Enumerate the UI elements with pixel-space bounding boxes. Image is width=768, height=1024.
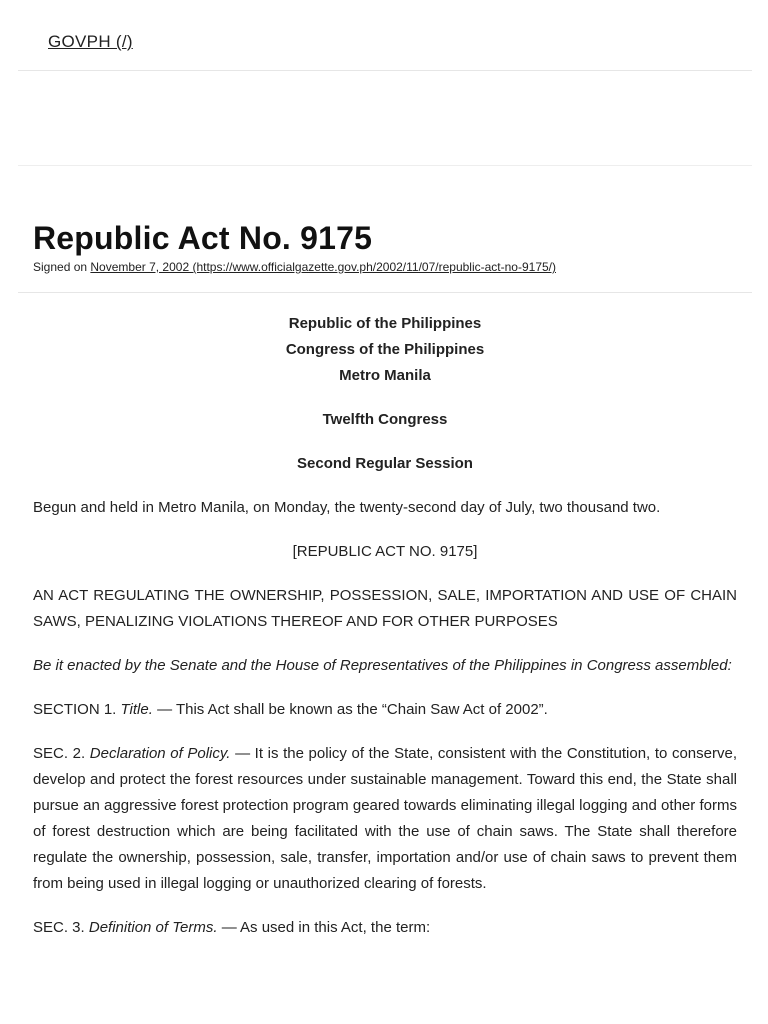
enacting-clause: Be it enacted by the Senate and the House of Representatives of the Philippines in Congress assembled: bbox=[33, 657, 732, 674]
section-1-text: — This Act shall be known as the “Chain Saw Act of 2002”. bbox=[152, 701, 548, 718]
section-2-label: SEC. 2. bbox=[33, 745, 90, 762]
section-2 bbox=[33, 741, 737, 897]
banner-area bbox=[18, 71, 752, 166]
heading-republic: Republic of the Philippines bbox=[288, 315, 482, 332]
heading-congress: Congress of the Philippines bbox=[285, 341, 485, 358]
congress-number: Twelfth Congress bbox=[322, 411, 448, 428]
heading-location: Metro Manila bbox=[339, 367, 431, 384]
section-1 bbox=[33, 697, 737, 723]
act-number: [REPUBLIC ACT NO. 9175] bbox=[292, 543, 478, 560]
session-name: Second Regular Session bbox=[297, 455, 473, 472]
act-content bbox=[33, 311, 737, 959]
begun-statement: Begun and held in Metro Manila, on Monday, the twenty-second day of July, two thousand two. bbox=[33, 499, 661, 516]
signed-date-link[interactable]: November 7, 2002 (https://www.officialgazette.gov.ph/2002/11/07/republic-act-no-9175/) bbox=[90, 260, 556, 274]
section-1-label: SECTION 1. bbox=[33, 701, 121, 718]
section-1-heading: Title. bbox=[120, 701, 153, 718]
section-3-label: SEC. 3. bbox=[33, 919, 89, 936]
top-navigation-bar bbox=[18, 0, 752, 71]
section-3 bbox=[33, 915, 737, 941]
section-3-text: — As used in this Act, the term: bbox=[217, 919, 431, 936]
section-3-heading: Definition of Terms. bbox=[88, 919, 218, 936]
section-2-text: — It is the policy of the State, consistent with the Constitution, to conserve, develop and protect the forest resources under sustainable management. Toward this end, the State shall pursue an aggressive forest protection program geared towards eliminating illegal logging and other forms of forest destruction which are being facilitated with the use of chain saws. The State shall therefore regulate the ownership, possession, sale, transfer, importation and/or use of chain saws to prevent them from being used in illegal logging or unauthorized clearing of forests. bbox=[33, 745, 737, 892]
govph-home-link[interactable]: GOVPH (/) bbox=[48, 32, 133, 51]
section-2-heading: Declaration of Policy. bbox=[89, 745, 231, 762]
title-block bbox=[18, 166, 752, 293]
signed-prefix: Signed on bbox=[33, 260, 91, 274]
signed-date-line bbox=[33, 260, 556, 274]
page-title: Republic Act No. 9175 bbox=[33, 220, 373, 256]
act-title: AN ACT REGULATING THE OWNERSHIP, POSSESSION, SALE, IMPORTATION AND USE OF CHAIN SAWS, PENALIZING VIOLATIONS THEREOF AND FOR OTHER PURPOSES bbox=[33, 587, 737, 630]
